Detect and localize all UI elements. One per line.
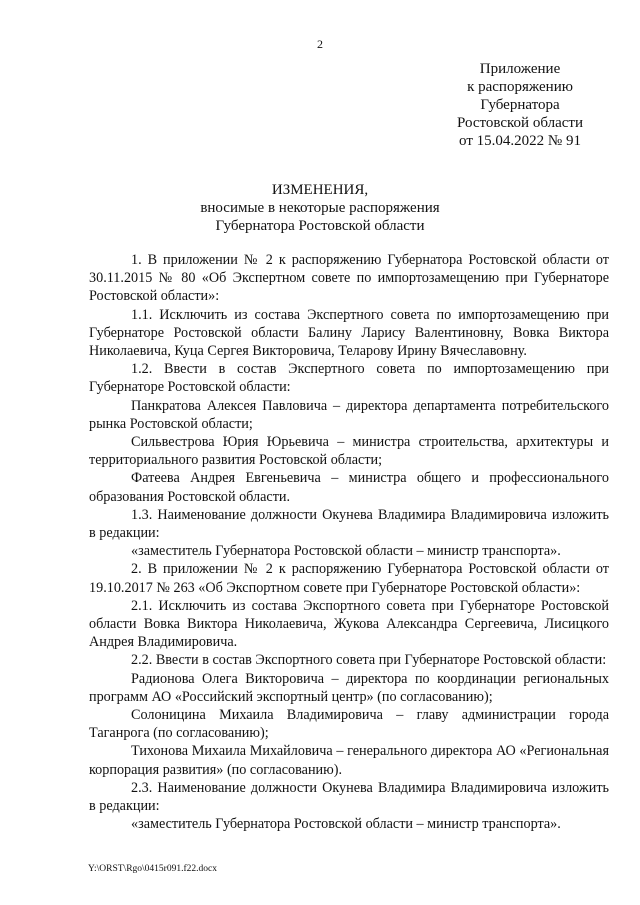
paragraph: Тихонова Михаила Михайловича – генерального директора АО «Региональная корпорация развития» (по согласованию).: [89, 743, 609, 778]
appendix-line: к распоряжению: [467, 79, 573, 95]
document-heading: [0, 181, 640, 235]
paragraph: Фатеева Андрея Евгеньевича – министра общего и профессионального образования Ростовской области.: [89, 470, 609, 505]
paragraph: 2.1. Исключить из состава Экспортного совета при Губернаторе Ростовской области Вовка Виктора Николаевича, Жукова Александра Сергеевича, Лисицкого Андрея Владимировича.: [89, 597, 609, 651]
paragraph: 1. В приложении № 2 к распоряжению Губернатора Ростовской области от 30.11.2015 № 80 «Об Экспертном совете по импортозамещению при Губернаторе Ростовской области»:: [89, 252, 609, 305]
appendix-block: [430, 60, 610, 150]
heading-line: вносимые в некоторые распоряжения: [200, 200, 440, 216]
heading-title: ИЗМЕНЕНИЯ,: [271, 182, 369, 198]
document-body: [89, 251, 609, 834]
paragraph: 2.2. Ввести в состав Экспортного совета при Губернаторе Ростовской области:: [131, 652, 607, 669]
appendix-line: Ростовской области: [457, 115, 583, 131]
paragraph: Солоницина Михаила Владимировича – главу администрации города Таганрога (по согласованию);: [89, 707, 609, 742]
appendix-line: Губернатора: [480, 97, 560, 113]
paragraph: 1.2. Ввести в состав Экспертного совета по импортозамещению при Губернаторе Ростовской области:: [89, 361, 609, 396]
paragraph: 1.3. Наименование должности Окунева Владимира Владимировича изложить в редакции:: [89, 506, 609, 542]
paragraph: «заместитель Губернатора Ростовской области – министр транспорта».: [131, 816, 561, 833]
paragraph: «заместитель Губернатора Ростовской области – министр транспорта».: [131, 543, 561, 560]
appendix-line: от 15.04.2022 № 91: [459, 133, 581, 149]
paragraph: 1.1. Исключить из состава Экспертного совета по импортозамещению при Губернаторе Ростовской области Балину Ларису Валентиновну, Вовка Виктора Николаевича, Куца Сергея Викторовича, Теларову Ирину Вячеславовну.: [89, 306, 609, 360]
page-number: 2: [317, 37, 323, 51]
paragraph: 2.3. Наименование должности Окунева Владимира Владимировича изложить в редакции:: [89, 779, 609, 815]
paragraph: 2. В приложении № 2 к распоряжению Губернатора Ростовской области от 19.10.2017 № 263 «Об Экспортном совете при Губернаторе Ростовской области»:: [89, 561, 609, 596]
paragraph: Радионова Олега Викторовича – директора по координации региональных программ АО «Российский экспортный центр» (по согласованию);: [89, 670, 609, 705]
heading-line: Губернатора Ростовской области: [215, 218, 425, 234]
file-path-footer: Y:\ORST\Rgo\0415r091.f22.docx: [88, 864, 217, 874]
paragraph: Панкратова Алексея Павловича – директора департамента потребительского рынка Ростовской области;: [89, 397, 609, 432]
appendix-line: Приложение: [479, 61, 561, 77]
paragraph: Сильвестрова Юрия Юрьевича – министра строительства, архитектуры и территориального развития Ростовской области;: [89, 434, 609, 469]
